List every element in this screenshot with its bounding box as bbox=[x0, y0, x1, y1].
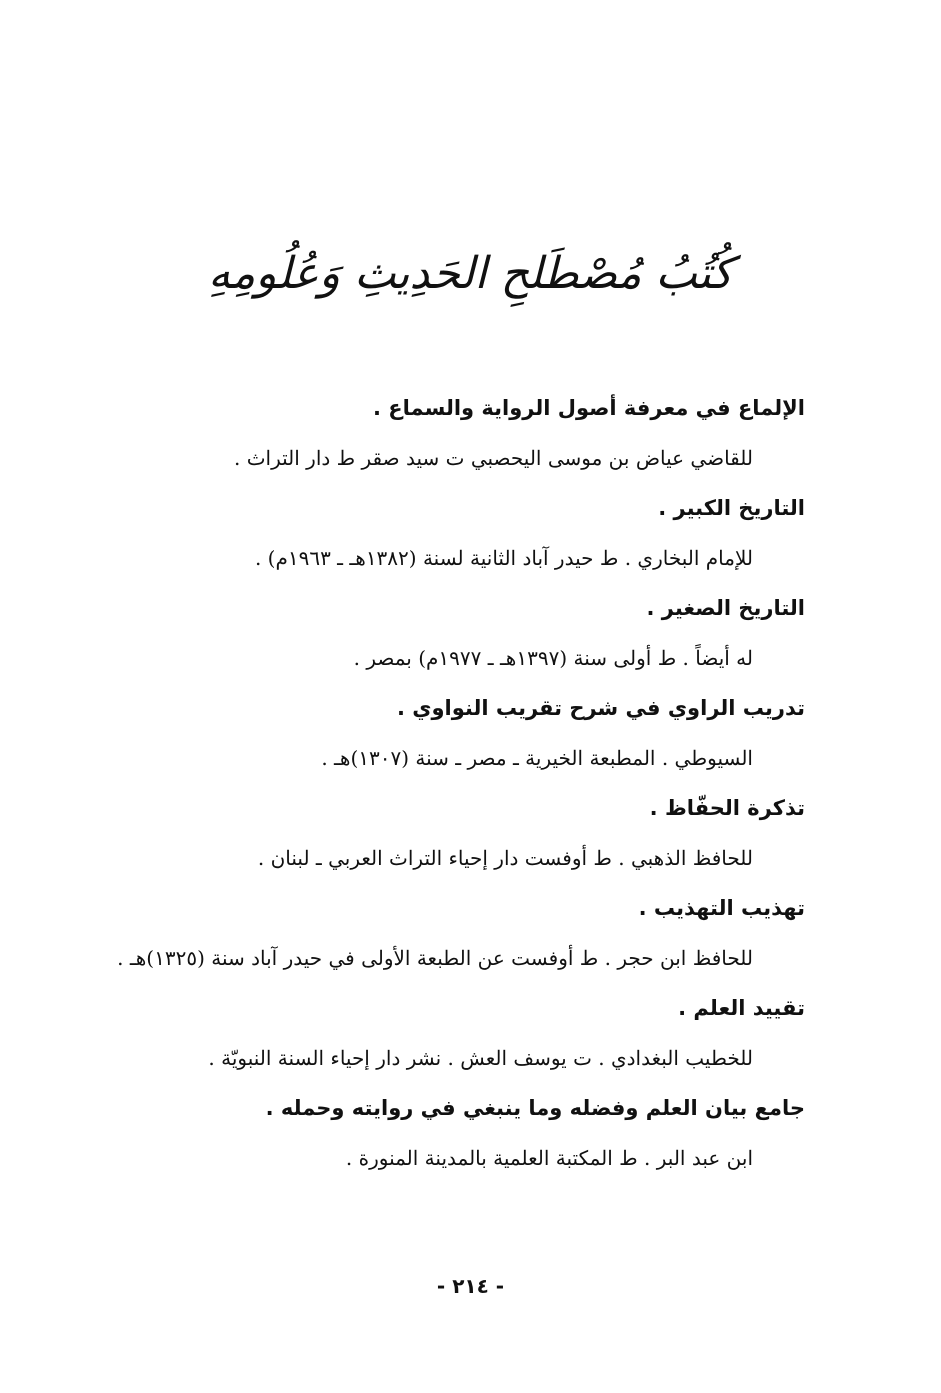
bibliography-entry bbox=[115, 1083, 805, 1183]
bibliography-entry bbox=[115, 983, 805, 1083]
bibliography-entry bbox=[115, 483, 805, 583]
entry-detail: للخطيب البغدادي . ت يوسف العش . نشر دار إحياء السنة النبويّة . bbox=[208, 1046, 753, 1070]
section-title: كُتُبُ مُصْطَلحِ الحَدِيثِ وَعُلُومِهِ bbox=[208, 248, 733, 299]
bibliography-entry bbox=[115, 683, 805, 783]
entry-title: الإلماع في معرفة أصول الرواية والسماع . bbox=[373, 396, 805, 420]
entry-detail: للحافظ ابن حجر . ط أوفست عن الطبعة الأولى في حيدر آباد سنة (١٣٢٥)هـ . bbox=[117, 946, 753, 970]
bibliography-entry bbox=[115, 583, 805, 683]
bibliography-entry bbox=[115, 383, 805, 483]
entry-title: تذكرة الحفّاظ . bbox=[649, 796, 805, 820]
entry-detail: السيوطي . المطبعة الخيرية ـ مصر ـ سنة (١٣٠٧)هـ . bbox=[321, 746, 753, 770]
entry-title: التاريخ الكبير . bbox=[658, 496, 805, 520]
bibliography-entry bbox=[115, 883, 805, 983]
page-number: - ٢١٤ - bbox=[436, 1274, 505, 1298]
entry-detail: للإمام البخاري . ط حيدر آباد الثانية لسنة (١٣٨٢هـ ـ ١٩٦٣م) . bbox=[254, 546, 753, 570]
entry-title: جامع بيان العلم وفضله وما ينبغي في روايته وحمله . bbox=[265, 1096, 805, 1120]
entry-title: تقييد العلم . bbox=[678, 996, 805, 1020]
bibliography-list bbox=[115, 383, 805, 1183]
entry-detail: له أيضاً . ط أولى سنة (١٣٩٧هـ ـ ١٩٧٧م) بمصر . bbox=[353, 646, 753, 670]
entry-detail: للقاضي عياض بن موسى اليحصبي ت سيد صقر ط دار التراث . bbox=[234, 446, 753, 470]
entry-title: التاريخ الصغير . bbox=[646, 596, 805, 620]
entry-title: تدريب الراوي في شرح تقريب النواوي . bbox=[396, 696, 805, 720]
entry-title: تهذيب التهذيب . bbox=[638, 896, 805, 920]
entry-detail: ابن عبد البر . ط المكتبة العلمية بالمدينة المنورة . bbox=[345, 1146, 753, 1170]
entry-detail: للحافظ الذهبي . ط أوفست دار إحياء التراث العربي ـ لبنان . bbox=[257, 846, 753, 870]
bibliography-entry bbox=[115, 783, 805, 883]
